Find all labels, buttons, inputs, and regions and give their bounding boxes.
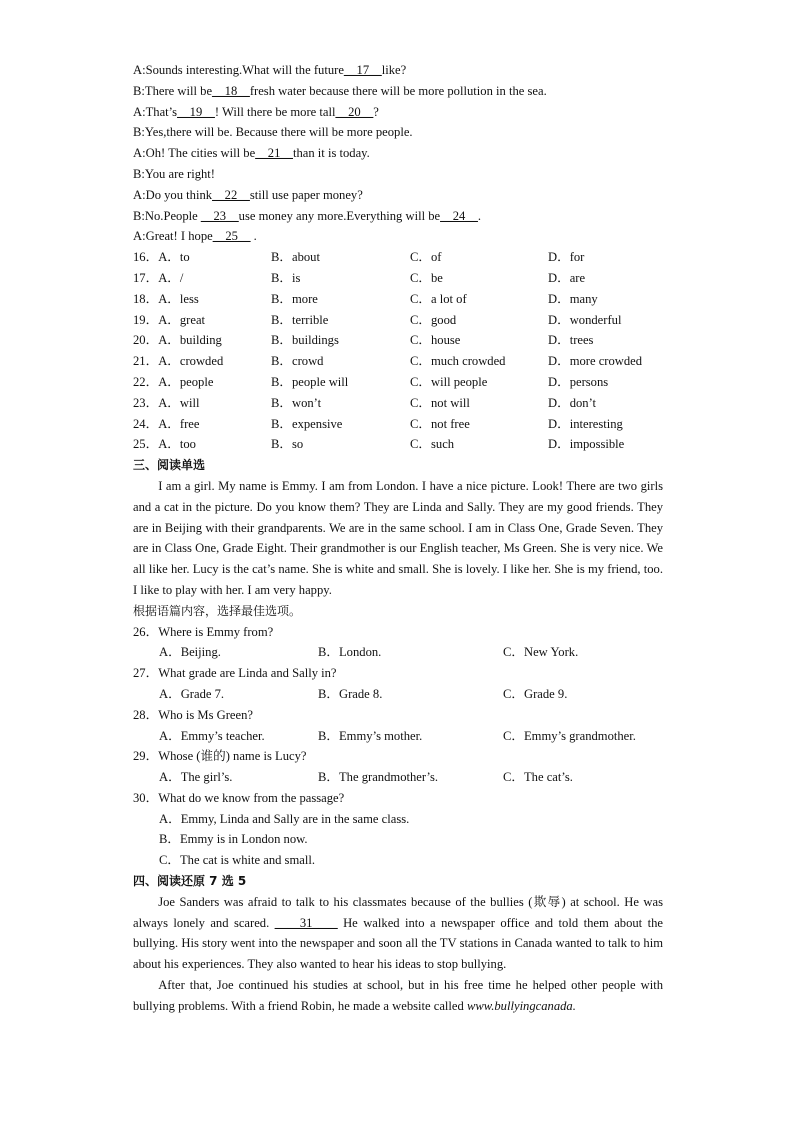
option-a[interactable]: 21．A．crowded: [133, 354, 224, 369]
option-c[interactable]: C．Grade 9.: [503, 686, 568, 701]
dialogue-line: A:Great! I hope__25__ .: [133, 229, 257, 244]
dialogue-line: B:No.People __23__use money any more.Everything will be__24__.: [133, 208, 482, 223]
option-c[interactable]: C．much crowded: [410, 354, 506, 369]
option-b[interactable]: B．is: [271, 270, 301, 285]
question-text: 26．Where is Emmy from?: [133, 624, 274, 639]
option-c[interactable]: C．of: [410, 250, 442, 265]
option-a[interactable]: 23．A．will: [133, 395, 200, 410]
option-b[interactable]: B．Emmy’s mother.: [318, 728, 423, 743]
option-d[interactable]: D．don’t: [548, 395, 597, 410]
reading-passage: I am a girl. My name is Emmy. I am from London. I have a nice picture. Look! There are two girls and a cat in the picture. Do you know them? They are Linda and Sally. They are my good friends. They are in Beijing with their grandparents. We are in the same school. I am in Class One, Grade Seven. They are in Class One, Grade Eight. Their grandmother is our English teacher, Ms Green. She is very nice. We all like her. Lucy is the cat’s name. She is white and small. She is lovely. I like her. She is my friend, too. I like to play with her. I am very happy.: [133, 478, 663, 597]
option-c[interactable]: C．Emmy’s grandmother.: [503, 728, 636, 743]
blank-19: __19__: [177, 104, 215, 119]
option-d[interactable]: D．persons: [548, 374, 609, 389]
option-d[interactable]: D．wonderful: [548, 312, 622, 327]
option-a[interactable]: A．Grade 7.: [159, 686, 225, 701]
dialogue: [133, 60, 663, 247]
option-row-22: [133, 372, 663, 393]
blank-25: __25__: [212, 229, 251, 244]
option-b[interactable]: B．expensive: [271, 416, 343, 431]
blank-20: __20__: [335, 104, 374, 119]
option-b[interactable]: B．London.: [318, 645, 382, 660]
question-text: 30．What do we know from the passage?: [133, 790, 345, 805]
option-a[interactable]: A．Emmy’s teacher.: [159, 728, 265, 743]
option-a[interactable]: 19．A．great: [133, 312, 206, 327]
option-d[interactable]: D．for: [548, 250, 585, 265]
option-d[interactable]: D．many: [548, 291, 598, 306]
worksheet-page: [133, 60, 663, 1017]
option-row-25: [133, 434, 663, 455]
question-options: [133, 684, 663, 705]
option-a[interactable]: A．Emmy, Linda and Sally are in the same class.: [159, 811, 410, 826]
option-a[interactable]: 17．A．/: [133, 270, 184, 285]
option-b[interactable]: B．Grade 8.: [318, 686, 383, 701]
option-row-23: [133, 393, 663, 414]
option-a[interactable]: 25．A．too: [133, 437, 196, 452]
option-b[interactable]: B．Emmy is in London now.: [159, 832, 308, 847]
question-text: 28．Who is Ms Green?: [133, 707, 253, 722]
option-c[interactable]: C．be: [410, 270, 443, 285]
blank-18: __18__: [212, 83, 250, 98]
blank-23: __23__: [200, 208, 239, 223]
blank-31: ____31____: [274, 915, 338, 930]
option-b[interactable]: B．The grandmother’s.: [318, 770, 439, 785]
option-b[interactable]: B．buildings: [271, 333, 339, 348]
option-a[interactable]: 24．A．free: [133, 416, 200, 431]
option-a[interactable]: A．The girl’s.: [159, 770, 233, 785]
option-a[interactable]: 20．A．building: [133, 333, 222, 348]
option-c[interactable]: C．good: [410, 312, 457, 327]
option-c[interactable]: C．will people: [410, 374, 488, 389]
option-row-16: [133, 247, 663, 268]
dialogue-line: A:That’s__19__! Will there be more tall__20__?: [133, 104, 379, 119]
option-d[interactable]: D．more crowded: [548, 354, 643, 369]
option-b[interactable]: B．so: [271, 437, 304, 452]
instruction: 根据语篇内容，选择最佳选项。: [133, 603, 302, 618]
dialogue-line: A:Sounds interesting.What will the future__17__like?: [133, 63, 407, 77]
option-c[interactable]: C．The cat’s.: [503, 770, 573, 785]
blank-24: __24__: [440, 208, 478, 223]
blank-21: __21__: [255, 146, 293, 161]
dialogue-line: B:Yes,there will be. Because there will be more people.: [133, 125, 413, 140]
website-link: www.bullyingcanada.: [466, 998, 576, 1013]
dialogue-line: A:Do you think__22__still use paper money?: [133, 187, 363, 202]
option-d[interactable]: D．are: [548, 270, 586, 285]
question-options: [133, 726, 663, 747]
question-27: [133, 663, 663, 705]
option-row-19: [133, 310, 663, 331]
option-d[interactable]: D．interesting: [548, 416, 623, 431]
option-b[interactable]: B．crowd: [271, 354, 324, 369]
option-b[interactable]: B．won’t: [271, 395, 322, 410]
option-row-17: [133, 268, 663, 289]
section-heading: 三、阅读单选: [133, 458, 206, 473]
option-c[interactable]: C．house: [410, 333, 461, 348]
option-c[interactable]: C．a lot of: [410, 291, 467, 306]
question-text: 29．Whose (谁的) name is Lucy?: [133, 749, 307, 764]
dialogue-line: A:Oh! The cities will be__21__than it is today.: [133, 146, 370, 161]
option-d[interactable]: D．trees: [548, 333, 594, 348]
dialogue-line: B:There will be__18__fresh water because there will be more pollution in the sea.: [133, 83, 547, 98]
passage-paragraph: Joe Sanders was afraid to talk to his classmates because of the bullies (欺辱) at school. He was always lonely and scared. ____31____ He walked into a newspaper office and told them about the bullying. His story went into the newspaper and soon all the TV stations in Canada wanted to talk to him about his experiences. They also wanted to hear his ideas to stop bullying.: [133, 894, 663, 972]
question-30: [133, 788, 663, 871]
option-b[interactable]: B．more: [271, 291, 318, 306]
option-c[interactable]: C．New York.: [503, 645, 579, 660]
passage-paragraph: After that, Joe continued his studies at school, but in his free time he helped other people with bullying problems. With a friend Robin, he made a website called www.bullyingcanada.: [133, 978, 663, 1013]
option-a[interactable]: 22．A．people: [133, 374, 214, 389]
question-26: [133, 622, 663, 664]
cloze-options: [133, 247, 663, 455]
section-heading: 四、阅读还原 7 选 5: [133, 874, 247, 889]
option-a[interactable]: 16．A．to: [133, 250, 190, 265]
option-c[interactable]: C．not free: [410, 416, 470, 431]
option-b[interactable]: B．about: [271, 250, 320, 265]
question-options: [133, 642, 663, 663]
option-a[interactable]: A．Beijing.: [159, 645, 221, 660]
option-row-20: [133, 330, 663, 351]
option-row-21: [133, 351, 663, 372]
question-29: [133, 746, 663, 788]
option-c[interactable]: C．such: [410, 437, 455, 452]
option-row-18: [133, 289, 663, 310]
question-options: [133, 767, 663, 788]
option-row-24: [133, 414, 663, 435]
option-c[interactable]: C．The cat is white and small.: [159, 853, 315, 868]
blank-22: __22__: [212, 187, 250, 202]
question-28: [133, 705, 663, 747]
question-text: 27．What grade are Linda and Sally in?: [133, 666, 337, 681]
blank-17: __17__: [343, 63, 382, 77]
option-b[interactable]: B．people will: [271, 374, 349, 389]
option-d[interactable]: D．impossible: [548, 437, 625, 452]
option-c[interactable]: C．not will: [410, 395, 470, 410]
option-a[interactable]: 18．A．less: [133, 291, 199, 306]
dialogue-line: B:You are right!: [133, 166, 215, 181]
option-b[interactable]: B．terrible: [271, 312, 329, 327]
